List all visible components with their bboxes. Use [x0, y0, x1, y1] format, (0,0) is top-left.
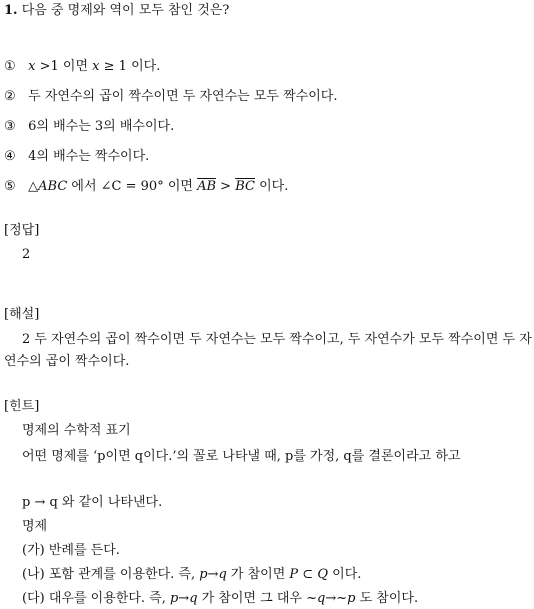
- hint-title: 명제의 수학적 표기: [22, 423, 131, 438]
- math-var: q: [218, 567, 227, 582]
- arrow-symbol: →: [178, 591, 190, 606]
- choice-text: 4의 배수는 짝수이다.: [28, 149, 150, 164]
- math-var: q: [317, 591, 326, 606]
- choice-text: 에서 ∠C = 90° 이면: [67, 179, 198, 194]
- choice-text: 6의 배수는 3의 배수이다.: [28, 119, 175, 134]
- item-text: 반례를 든다.: [44, 543, 120, 558]
- choice-mark: ⑤: [4, 179, 16, 194]
- choice-1: [4, 58, 160, 76]
- question-text: 다음 중 명제와 역이 모두 참인 것은?: [21, 3, 230, 18]
- explanation-body: 2 두 자연수의 곱이 짝수이면 두 자연수는 모두 짝수이고, 두 자연수가 모두 짝수이면 두 자연수의 곱이 짝수이다.: [4, 332, 532, 369]
- negation-symbol: ~: [336, 591, 348, 606]
- hint-paragraph-text: 어떤 명제를 ‘p이면 q이다.’의 꼴로 나타낼 때, p를 가정, q를 결론이라고 하고: [22, 449, 461, 464]
- choice-mark: ①: [4, 59, 16, 74]
- explanation-text: [4, 329, 532, 373]
- answer-label: [정답]: [4, 223, 40, 238]
- choice-4: [4, 148, 149, 166]
- math-var: p: [169, 591, 179, 606]
- arrow-symbol: →: [325, 591, 337, 606]
- math-var: Q: [317, 567, 329, 582]
- segment-ab: $\overline{AB}$: [197, 179, 217, 194]
- item-mark: (나): [22, 567, 45, 582]
- math-var: P: [289, 567, 299, 582]
- triangle-symbol: △: [28, 179, 39, 194]
- hint-item-2: [22, 566, 361, 584]
- item-text: 포함 관계를 이용한다. 즉,: [44, 567, 200, 582]
- subset-symbol: ⊂: [298, 567, 318, 582]
- choice-text: 이다.: [254, 179, 289, 194]
- choice-mark: ④: [4, 149, 16, 164]
- choice-3: [4, 118, 174, 136]
- item-mark: (가): [22, 543, 45, 558]
- choice-text: 두 자연수의 곱이 짝수이면 두 자연수는 모두 짝수이다.: [28, 89, 338, 104]
- choice-mark: ②: [4, 89, 16, 104]
- item-text: 이다.: [328, 567, 362, 582]
- choice-2: [4, 88, 337, 106]
- math-var: x: [92, 59, 100, 74]
- question-line: [4, 2, 229, 20]
- arrow-symbol: →: [207, 567, 219, 582]
- choice-5: [4, 178, 288, 196]
- math-var: p: [347, 591, 356, 606]
- math-var: x: [28, 59, 36, 74]
- hint-paragraph: [4, 446, 532, 468]
- choice-text: >: [216, 179, 236, 194]
- math-var: q: [189, 591, 198, 606]
- item-text: 대우를 이용한다. 즉,: [44, 591, 170, 606]
- hint-label: [힌트]: [4, 399, 40, 414]
- hint-arrow-line: p → q 와 같이 나타낸다.: [22, 495, 163, 510]
- question-number: 1.: [4, 3, 18, 18]
- hint-item-3: [22, 590, 418, 608]
- choice-text: ≥ 1 이다.: [99, 59, 161, 74]
- hint-subtitle: 명제: [22, 519, 48, 534]
- negation-symbol: ~: [306, 591, 318, 606]
- hint-item-1: [22, 542, 120, 560]
- item-text: 가 참이면: [226, 567, 290, 582]
- math-var: ABC: [38, 179, 68, 194]
- choice-mark: ③: [4, 119, 16, 134]
- item-text: 도 참이다.: [355, 591, 419, 606]
- explanation-label: [해설]: [4, 307, 40, 322]
- choice-text: >1 이면: [35, 59, 93, 74]
- item-text: 가 참이면 그 대우: [197, 591, 307, 606]
- item-mark: (다): [22, 591, 45, 606]
- math-var: p: [199, 567, 208, 582]
- answer-value: 2: [22, 247, 31, 262]
- segment-bc: $\overline{BC}$: [235, 179, 255, 194]
